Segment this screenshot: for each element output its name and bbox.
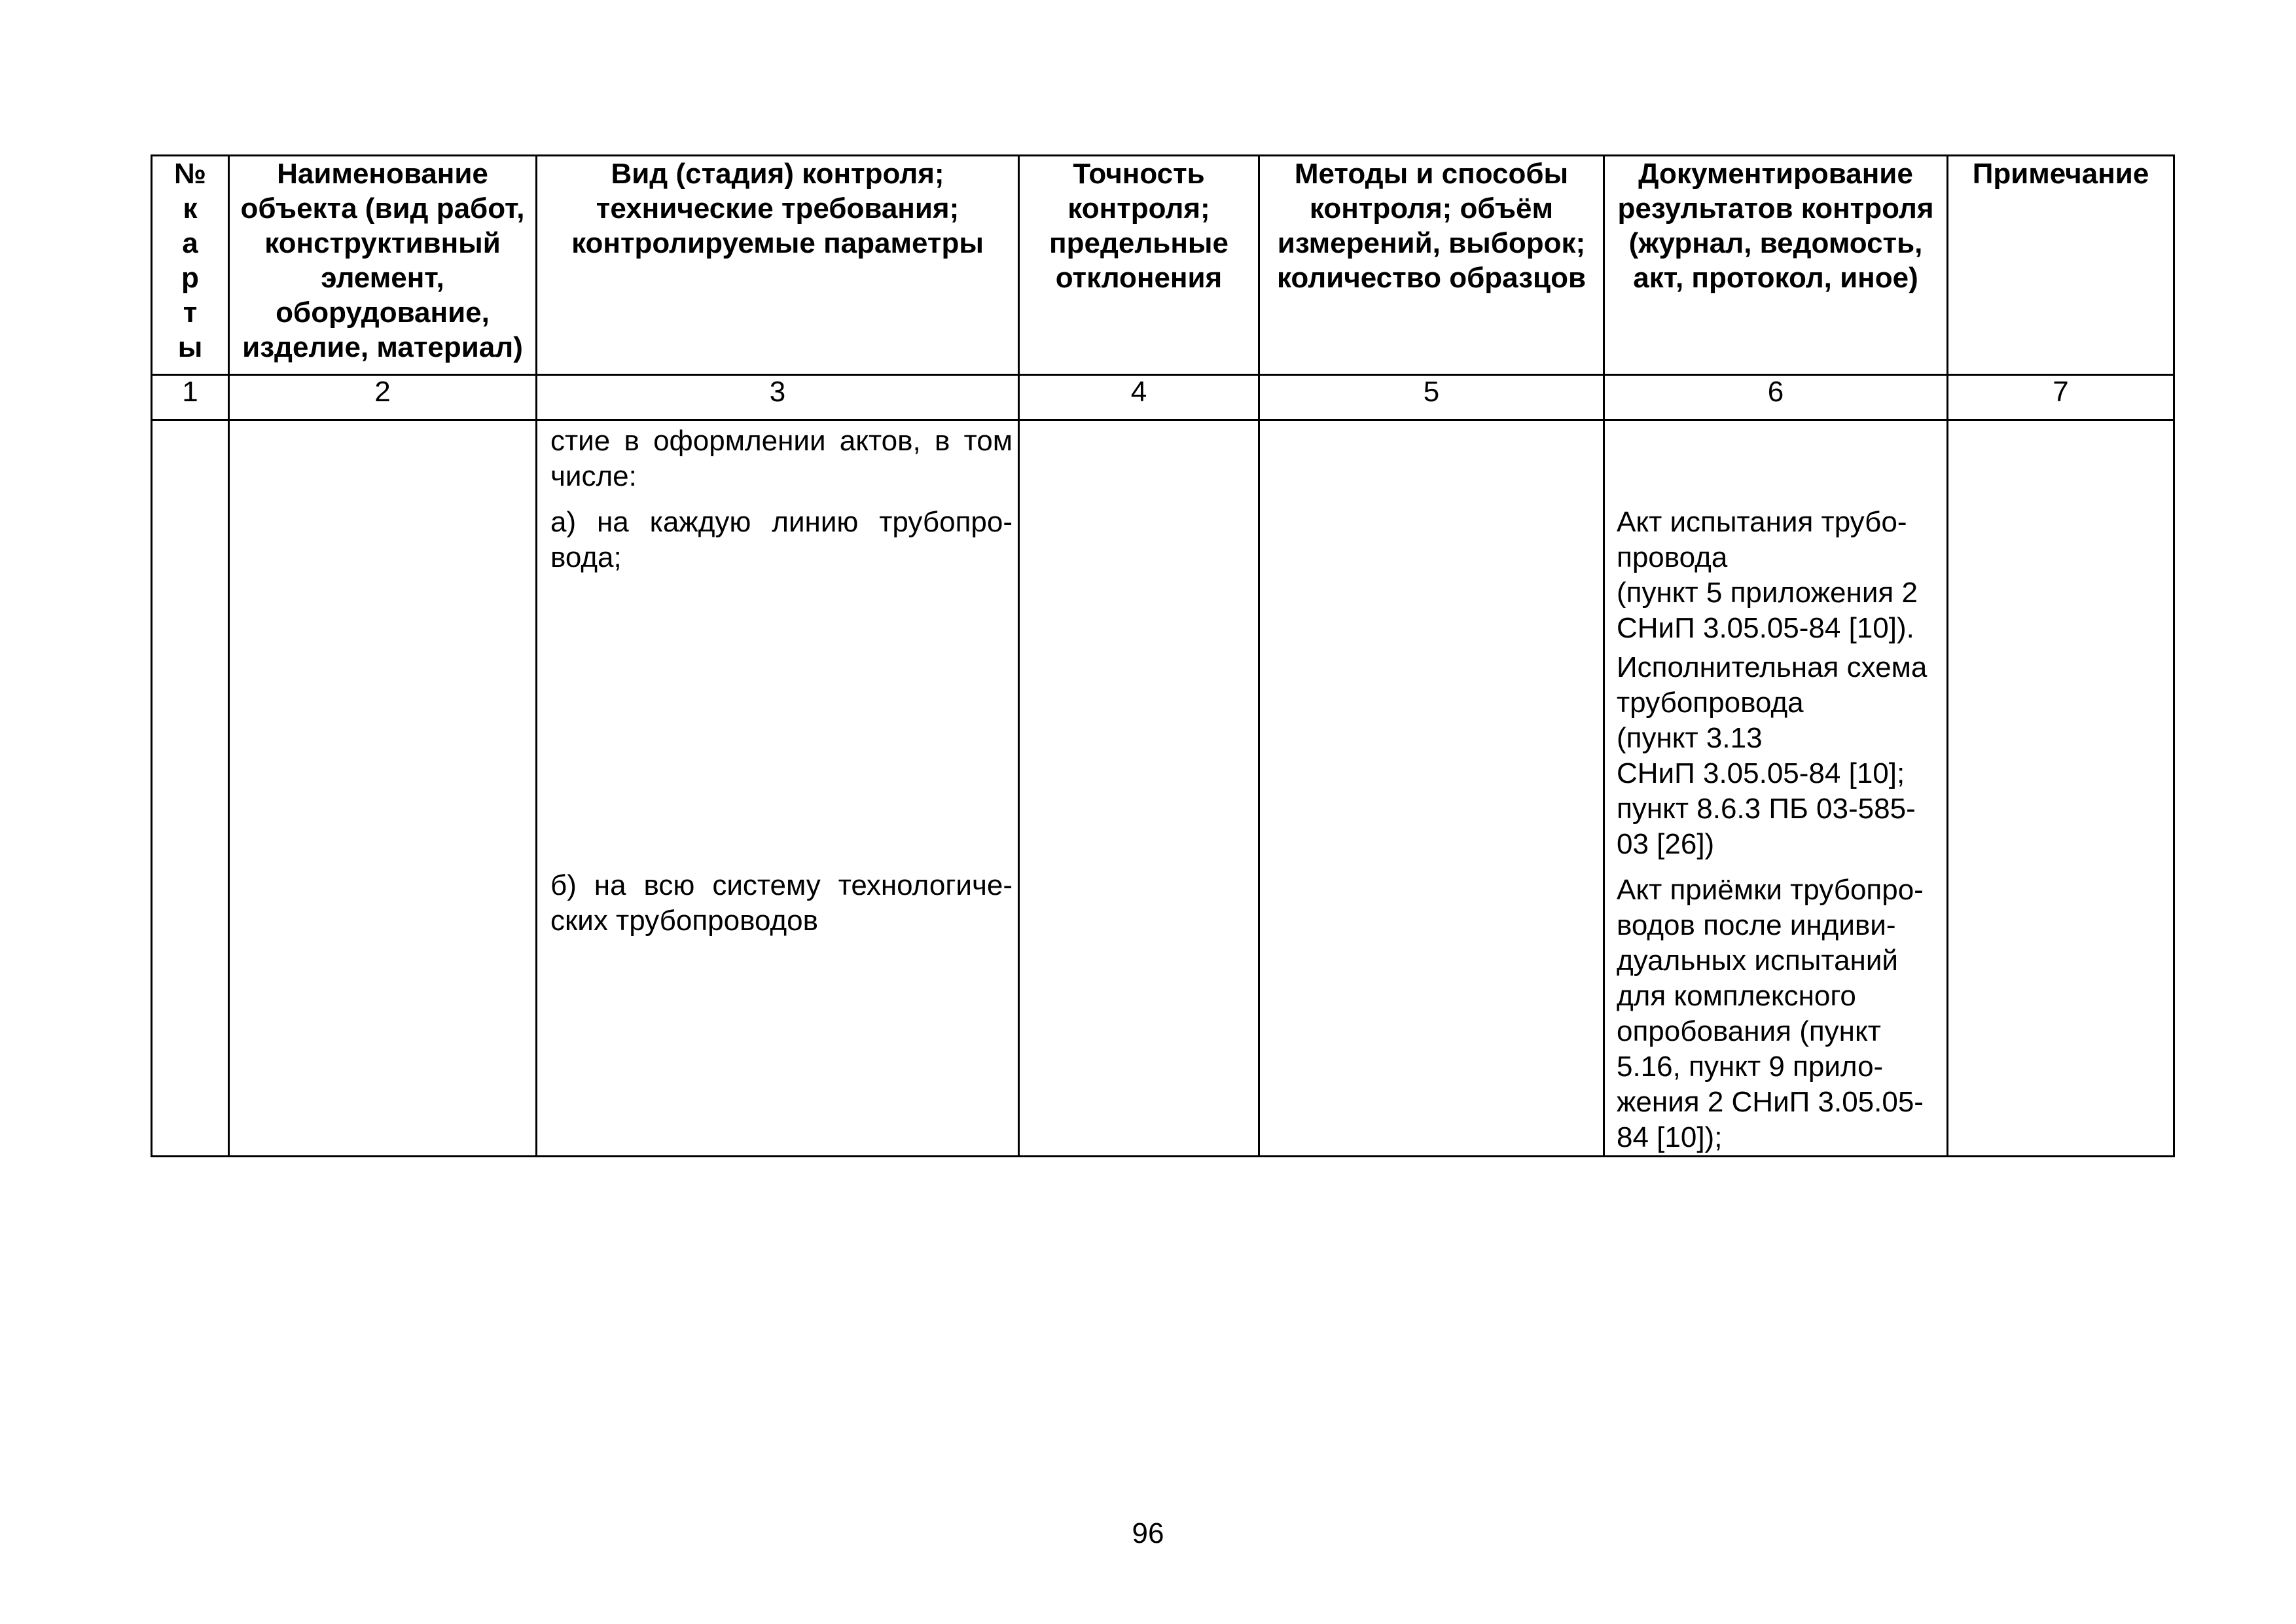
cell-control-type xyxy=(537,420,1019,1157)
doc-block-acceptance-act: Акт приёмки трубопро- водов после индиви- дуальных испытаний для комплексного опробования (пункт 5.16, пункт 9 прило- жения 2 СНиП 3.05.05- 84 [10]); xyxy=(1617,874,1924,1153)
control-table xyxy=(151,154,2175,1157)
control-intro-text: стие в оформлении актов, в том числе: xyxy=(550,425,1013,492)
cell-accuracy xyxy=(1019,420,1259,1157)
column-number: 1 xyxy=(152,375,229,420)
doc-block-test-act: Акт испытания трубо- провода (пункт 5 приложения 2 СНиП 3.05.05-84 [10]). xyxy=(1617,506,1918,644)
column-number: 3 xyxy=(537,375,1019,420)
control-item-b: б) на всю систему технологиче-ских трубопроводов xyxy=(550,869,1013,937)
control-item-a: а) на каждую линию трубопро-вода; xyxy=(550,506,1013,573)
cell-methods xyxy=(1259,420,1604,1157)
doc-block-as-built-scheme: Исполнительная схема трубопровода (пункт 3.13 СНиП 3.05.05-84 [10]; пункт 8.6.3 ПБ 03-585- 03 [26]) xyxy=(1617,651,1928,860)
cell-documentation xyxy=(1604,420,1948,1157)
cell-card-number xyxy=(152,420,229,1157)
cell-object-name xyxy=(229,420,537,1157)
cell-note xyxy=(1948,420,2174,1157)
column-number: 5 xyxy=(1259,375,1604,420)
header-row xyxy=(152,156,2174,375)
column-number: 4 xyxy=(1019,375,1259,420)
column-number: 6 xyxy=(1604,375,1948,420)
table-row xyxy=(152,420,2174,1157)
header-control-type: Вид (стадия) контроля; технические требования; контролируемые параметры xyxy=(537,156,1019,375)
column-number: 2 xyxy=(229,375,537,420)
header-documentation: Документирование результатов контроля (журнал, ведомость, акт, протокол, иное) xyxy=(1604,156,1948,375)
header-note: Примечание xyxy=(1948,156,2174,375)
column-number-row xyxy=(152,375,2174,420)
header-methods: Методы и способы контроля; объём измерений, выборок; количество образцов xyxy=(1259,156,1604,375)
page-number: 96 xyxy=(1132,1517,1164,1549)
header-object-name: Наименование объекта (вид работ, конструктивный элемент, оборудование, изделие, материал) xyxy=(229,156,537,375)
header-accuracy: Точность контроля; предельные отклонения xyxy=(1019,156,1259,375)
header-card-number: № к а р т ы xyxy=(152,156,229,375)
column-number: 7 xyxy=(1948,375,2174,420)
